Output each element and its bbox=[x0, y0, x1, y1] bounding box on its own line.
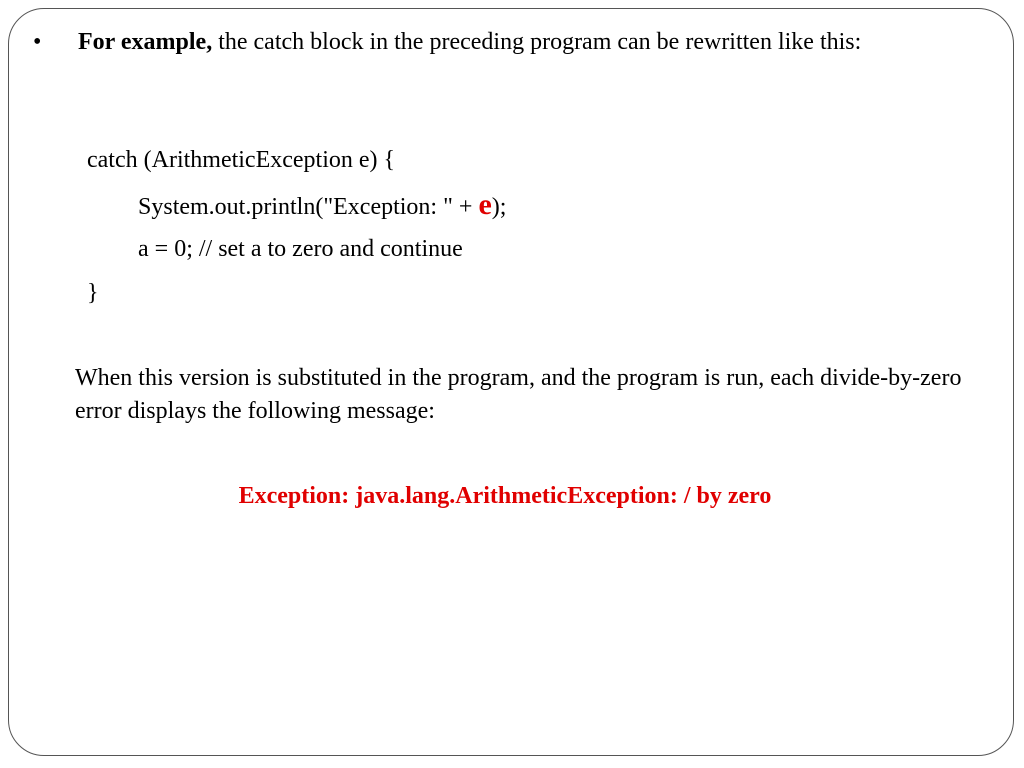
code-println-prefix: System.out.println("Exception: " + bbox=[138, 194, 479, 220]
bullet-text bbox=[78, 25, 990, 59]
bullet-lead: For example, bbox=[78, 29, 213, 55]
code-line-assign: a = 0; // set a to zero and continue bbox=[138, 236, 463, 262]
code-line-println bbox=[138, 190, 506, 222]
explanation-paragraph: When this version is substituted in the program, and the program is run, each divide-by-zero error displays the following message: bbox=[75, 365, 962, 424]
code-exception-variable: e bbox=[478, 188, 492, 221]
code-println-suffix: ); bbox=[491, 194, 507, 220]
code-line-catch: catch (ArithmeticException e) { bbox=[87, 147, 396, 173]
bullet-icon: • bbox=[33, 29, 42, 55]
bullet-body: the catch block in the preceding program can be rewritten like this: bbox=[212, 29, 862, 55]
bullet-item bbox=[30, 25, 990, 59]
code-line-close-brace: } bbox=[87, 280, 99, 306]
exception-message: Exception: java.lang.ArithmeticException: / by zero bbox=[238, 483, 772, 509]
